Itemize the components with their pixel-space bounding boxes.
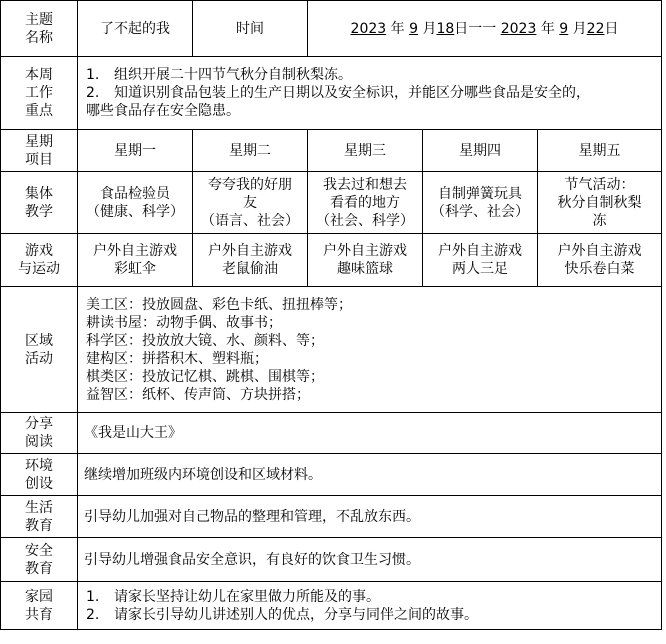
life-label-cell — [1, 496, 78, 538]
focus-item-1-num: 1. — [86, 67, 100, 83]
games-fri-line-2: 快乐卷白菜 — [564, 261, 635, 277]
group-cell-mon — [78, 172, 193, 234]
area-line-puzzle: 益智区：纸杯、传声筒、方块拼搭； — [86, 386, 310, 403]
day-header-thu: 星期四 — [423, 130, 538, 172]
games-cell-thu — [423, 234, 538, 287]
days-label-cell — [1, 130, 78, 172]
group-fri-line-2: 秋分自制秋梨 — [557, 194, 642, 211]
family-row — [1, 582, 662, 630]
focus-item-2 — [84, 84, 661, 102]
group-tue-line-3: （语言、社会） — [201, 212, 299, 229]
games-mon-line-2: 彩虹伞 — [114, 261, 156, 277]
safety-text: 引导幼儿增强食品安全意识，有良好的饮食卫生习惯。 — [84, 551, 420, 568]
games-tue-line-1: 户外自主游戏 — [208, 243, 292, 259]
end-day-char: 日 — [604, 20, 619, 37]
start-month: 9 — [409, 20, 418, 37]
family-item-1-num: 1. — [86, 588, 100, 605]
focus-item-2-continuation: 哪些食品存在安全隐患。 — [86, 103, 240, 119]
focus-content-cell — [78, 57, 662, 130]
group-fri-line-1: 节气活动： — [564, 176, 635, 193]
group-tue-line-2: 友 — [243, 194, 257, 211]
focus-item-2-text: 知道识别食品包装上的生产日期以及安全标识，并能区分哪些食品是安全的， — [114, 85, 590, 101]
games-cell-wed — [308, 234, 423, 287]
days-label-line-2: 项目 — [25, 151, 53, 168]
days-label-line-1: 星期 — [25, 133, 53, 150]
family-label-line-1: 家园 — [25, 588, 53, 605]
focus-label-cell — [1, 57, 78, 130]
reading-row — [1, 413, 662, 454]
areas-content-cell — [78, 287, 662, 413]
family-label-line-2: 共育 — [25, 606, 53, 623]
group-wed-line-2: 看看的地方 — [330, 194, 400, 211]
start-year-char: 年 — [390, 20, 405, 37]
games-fri-line-1: 户外自主游戏 — [557, 243, 642, 259]
safety-label-cell — [1, 538, 78, 582]
family-item-2-num: 2. — [86, 606, 100, 623]
start-year: 2023 — [350, 20, 387, 37]
day-header-tue: 星期二 — [193, 130, 308, 172]
time-label: 时间 — [236, 20, 264, 37]
environment-content-cell — [78, 454, 662, 496]
family-item-2 — [84, 606, 661, 624]
life-label-line-2: 教育 — [25, 517, 53, 534]
day-header-wed: 星期三 — [308, 130, 423, 172]
games-thu-line-1: 户外自主游戏 — [438, 243, 522, 259]
day-header-fri: 星期五 — [538, 130, 662, 172]
life-label-line-1: 生活 — [25, 499, 53, 516]
group-teaching-row — [1, 172, 662, 234]
games-wed-line-2: 趣味篮球 — [337, 261, 393, 277]
area-line-art: 美工区：投放圆盘、彩色卡纸、扭扭棒等； — [86, 296, 352, 313]
games-tue-line-2: 老鼠偷油 — [222, 261, 278, 277]
end-month: 9 — [559, 20, 569, 37]
focus-label-line-3: 重点 — [25, 103, 53, 119]
games-cell-mon — [78, 234, 193, 287]
family-item-1 — [84, 588, 661, 606]
focus-label-line-2: 工作 — [25, 85, 53, 101]
group-cell-tue — [193, 172, 308, 234]
focus-item-2-num: 2. — [86, 85, 100, 101]
date-range-cell — [308, 1, 662, 57]
group-mon-line-1: 食品检验员 — [100, 185, 170, 202]
group-cell-thu — [423, 172, 538, 234]
safety-content-cell — [78, 538, 662, 582]
group-fri-line-3: 冻 — [592, 212, 607, 229]
life-row — [1, 496, 662, 538]
start-month-char: 月 — [422, 20, 437, 37]
environment-label-line-1: 环境 — [25, 457, 53, 474]
safety-label-line-1: 安全 — [25, 542, 53, 559]
games-label-line-2: 与运动 — [18, 261, 60, 277]
theme-label-line-1: 主题 — [25, 11, 53, 28]
areas-row — [1, 287, 662, 413]
group-thu-line-2: （科学、社会） — [431, 203, 529, 220]
games-cell-fri — [538, 234, 662, 287]
reading-label-cell — [1, 413, 78, 454]
group-wed-line-3: （社会、科学） — [316, 212, 414, 229]
games-cell-tue — [193, 234, 308, 287]
family-label-cell — [1, 582, 78, 630]
end-year-char: 年 — [540, 20, 555, 37]
group-label-line-1: 集体 — [25, 185, 53, 202]
start-day: 18 — [436, 20, 455, 37]
start-day-char: 日 — [454, 20, 469, 37]
areas-label-line-1: 区域 — [25, 332, 53, 349]
theme-label-cell — [1, 1, 78, 57]
end-year: 2023 — [500, 20, 537, 37]
date-dash: 一一 — [468, 20, 497, 37]
environment-row — [1, 454, 662, 496]
games-wed-line-1: 户外自主游戏 — [323, 243, 407, 259]
life-text: 引导幼儿加强对自己物品的整理和管理，不乱放东西。 — [84, 508, 420, 525]
end-day: 22 — [586, 20, 605, 37]
environment-label-cell — [1, 454, 78, 496]
group-cell-wed — [308, 172, 423, 234]
areas-label-line-2: 活动 — [25, 350, 53, 367]
day-header-mon: 星期一 — [78, 130, 193, 172]
area-line-chess: 棋类区：投放记忆棋、跳棋、围棋等； — [86, 368, 324, 385]
area-line-reading: 耕读书屋：动物手偶、故事书； — [86, 314, 282, 331]
group-tue-line-1: 夸夸我的好朋 — [208, 176, 292, 193]
area-line-building: 建构区：拼搭积木、塑料瓶； — [86, 350, 268, 367]
reading-content-cell — [78, 413, 662, 454]
games-thu-line-2: 两人三足 — [452, 261, 508, 277]
area-line-science: 科学区：投放放大镜、水、颜料、等； — [86, 332, 324, 349]
focus-label-line-1: 本周 — [25, 67, 53, 83]
environment-label-line-2: 创设 — [25, 475, 53, 492]
group-cell-fri — [538, 172, 662, 234]
environment-text: 继续增加班级内环境创设和区域材料。 — [84, 466, 322, 483]
group-label-cell — [1, 172, 78, 234]
theme-value-cell — [78, 1, 193, 57]
group-mon-line-2: （健康、科学） — [86, 203, 184, 220]
theme-label-line-2: 名称 — [25, 29, 53, 46]
focus-item-1-text: 组织开展二十四节气秋分自制秋梨冻。 — [114, 67, 352, 83]
family-content-cell — [78, 582, 662, 630]
group-label-line-2: 教学 — [25, 203, 53, 220]
life-content-cell — [78, 496, 662, 538]
games-label-cell — [1, 234, 78, 287]
games-mon-line-1: 户外自主游戏 — [93, 243, 177, 259]
theme-value: 了不起的我 — [100, 20, 170, 37]
reading-text: 《我是山大王》 — [84, 425, 182, 441]
group-thu-line-1: 自制弹簧玩具 — [438, 185, 522, 202]
family-item-2-text: 请家长引导幼儿讲述别人的优点，分享与同伴之间的故事。 — [114, 606, 478, 623]
safety-row — [1, 538, 662, 582]
areas-label-cell — [1, 287, 78, 413]
days-row — [1, 130, 662, 172]
focus-row — [1, 57, 662, 130]
theme-row — [1, 1, 662, 57]
games-row — [1, 234, 662, 287]
group-wed-line-1: 我去过和想去 — [323, 176, 407, 193]
reading-label-line-2: 阅读 — [25, 434, 53, 450]
focus-item-1 — [84, 66, 661, 84]
time-label-cell — [193, 1, 308, 57]
games-label-line-1: 游戏 — [25, 243, 53, 259]
family-item-1-text: 请家长坚持让幼儿在家里做力所能及的事。 — [114, 588, 380, 605]
safety-label-line-2: 教育 — [25, 560, 53, 577]
end-month-char: 月 — [572, 20, 587, 37]
reading-label-line-1: 分享 — [25, 416, 53, 432]
